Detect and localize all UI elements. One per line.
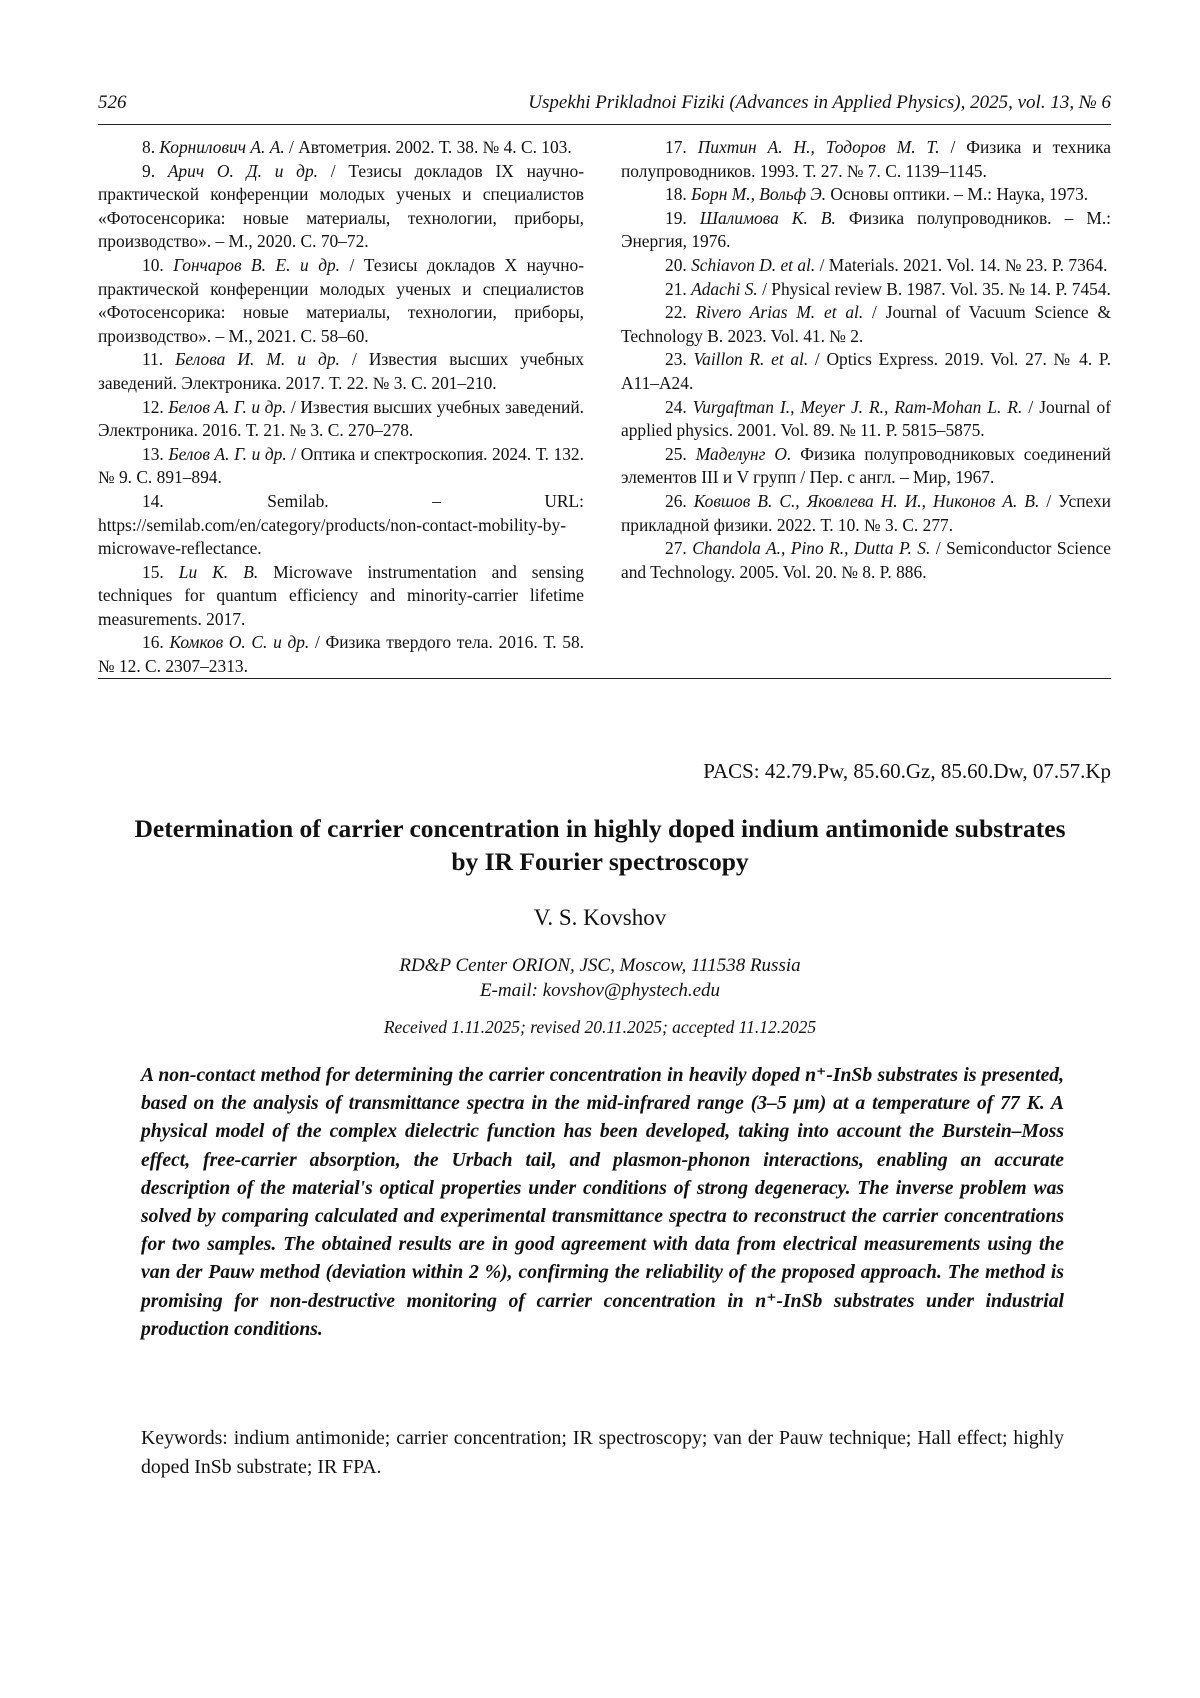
article-title: Determination of carrier concentration in highly doped indium antimonide substrates by IR Fourier spectroscopy bbox=[130, 812, 1070, 878]
reference-item: 19. Шалимова К. В. Физика полупроводников. – М.: Энергия, 1976. bbox=[621, 207, 1111, 254]
received-dates: Received 1.11.2025; revised 20.11.2025; accepted 11.12.2025 bbox=[0, 1017, 1200, 1038]
article-author: V. S. Kovshov bbox=[0, 905, 1200, 931]
page-number: 526 bbox=[98, 92, 127, 114]
reference-item: 9. Арич О. Д. и др. / Тезисы докладов IX научно-практической конференции молодых ученых и специалистов «Фотосенсорика: новые материалы, технологии, приборы, производство». – М., 2020. С. 70–72. bbox=[98, 160, 584, 254]
reference-item: 25. Маделунг О. Физика полупроводниковых соединений элементов III и V групп / Пер. с англ. – Мир, 1967. bbox=[621, 443, 1111, 490]
reference-item: 22. Rivero Arias M. et al. / Journal of Vacuum Science & Technology B. 2023. Vol. 41. № 2. bbox=[621, 301, 1111, 348]
reference-item: 21. Adachi S. / Physical review B. 1987. Vol. 35. № 14. P. 7454. bbox=[621, 278, 1111, 302]
keywords: Keywords: indium antimonide; carrier concentration; IR spectroscopy; van der Pauw technique; Hall effect; highly doped InSb substrate; IR FPA. bbox=[141, 1424, 1064, 1481]
email-line[interactable]: E-mail: kovshov@phystech.edu bbox=[0, 978, 1200, 1003]
reference-item: 20. Schiavon D. et al. / Materials. 2021. Vol. 14. № 23. P. 7364. bbox=[621, 254, 1111, 278]
pacs-codes: PACS: 42.79.Pw, 85.60.Gz, 85.60.Dw, 07.57.Kp bbox=[703, 759, 1111, 784]
affiliation-line: RD&P Center ORION, JSC, Moscow, 111538 Russia bbox=[0, 953, 1200, 978]
references-left-column bbox=[98, 136, 584, 679]
reference-item: 14. Semilab. – URL: https://semilab.com/en/category/products/non-contact-mobility-by-microwave-reflectance. bbox=[98, 490, 584, 561]
reference-item: 15. Lu K. B. Microwave instrumentation and sensing techniques for quantum efficiency and minority-carrier lifetime measurements. 2017. bbox=[98, 561, 584, 632]
reference-item: 12. Белов А. Г. и др. / Известия высших учебных заведений. Электроника. 2016. Т. 21. № 3. С. 270–278. bbox=[98, 396, 584, 443]
reference-item: 13. Белов А. Г. и др. / Оптика и спектроскопия. 2024. Т. 132. № 9. С. 891–894. bbox=[98, 443, 584, 490]
reference-item: 10. Гончаров В. Е. и др. / Тезисы докладов X научно-практической конференции молодых ученых и специалистов «Фотосенсорика: новые материалы, технологии, приборы, производство». – М., 2021. С. 58–60. bbox=[98, 254, 584, 348]
reference-link[interactable]: Semilab. – URL: https://semilab.com/en/category/products/non-contact-mobility-by-microwave-reflectance. bbox=[98, 491, 584, 558]
reference-item: 8. Корнилович А. А. / Автометрия. 2002. Т. 38. № 4. С. 103. bbox=[98, 136, 584, 160]
reference-item: 11. Белова И. М. и др. / Известия высших учебных заведений. Электроника. 2017. Т. 22. № 3. С. 201–210. bbox=[98, 348, 584, 395]
reference-item: 17. Пихтин А. Н., Тодоров М. Т. / Физика и техника полупроводников. 1993. Т. 27. № 7. С. 1139–1145. bbox=[621, 136, 1111, 183]
header-rule bbox=[98, 124, 1111, 125]
abstract: A non-contact method for determining the carrier concentration in heavily doped n⁺-InSb substrates is presented, based on the analysis of transmittance spectra in the mid-infrared range (3–5 μm) at a temperature of 77 K. A physical model of the complex dielectric function has been developed, taking into account the Burstein–Moss effect, free-carrier absorption, the Urbach tail, and plasmon-phonon interactions, enabling an accurate description of the material's optical properties under conditions of strong degeneracy. The inverse problem was solved by comparing calculated and experimental transmittance spectra to reconstruct the carrier concentrations for two samples. The obtained results are in good agreement with data from electrical measurements using the van der Pauw method (deviation within 2 %), confirming the reliability of the proposed approach. The method is promising for non-destructive monitoring of carrier concentration in n⁺-InSb substrates under industrial production conditions. bbox=[141, 1062, 1064, 1344]
reference-item: 23. Vaillon R. et al. / Optics Express. 2019. Vol. 27. № 4. P. A11–A24. bbox=[621, 348, 1111, 395]
reference-item: 24. Vurgaftman I., Meyer J. R., Ram-Mohan L. R. / Journal of applied physics. 2001. Vol. 89. № 11. P. 5815–5875. bbox=[621, 396, 1111, 443]
reference-item: 27. Chandola A., Pino R., Dutta P. S. / Semiconductor Science and Technology. 2005. Vol. 20. № 8. P. 886. bbox=[621, 537, 1111, 584]
reference-item: 18. Борн М., Вольф Э. Основы оптики. – М.: Наука, 1973. bbox=[621, 183, 1111, 207]
journal-page bbox=[0, 0, 1200, 1698]
journal-citation: Uspekhi Prikladnoi Fiziki (Advances in Applied Physics), 2025, vol. 13, № 6 bbox=[528, 92, 1111, 114]
references-right-column bbox=[621, 136, 1111, 584]
reference-item: 16. Комков О. С. и др. / Физика твердого тела. 2016. Т. 58. № 12. С. 2307–2313. bbox=[98, 631, 584, 678]
references-rule bbox=[98, 678, 1111, 679]
running-header bbox=[98, 92, 1111, 118]
author-affiliation bbox=[0, 953, 1200, 1003]
reference-item: 26. Ковшов В. С., Яковлева Н. И., Никонов А. В. / Успехи прикладной физики. 2022. Т. 10. № 3. С. 277. bbox=[621, 490, 1111, 537]
